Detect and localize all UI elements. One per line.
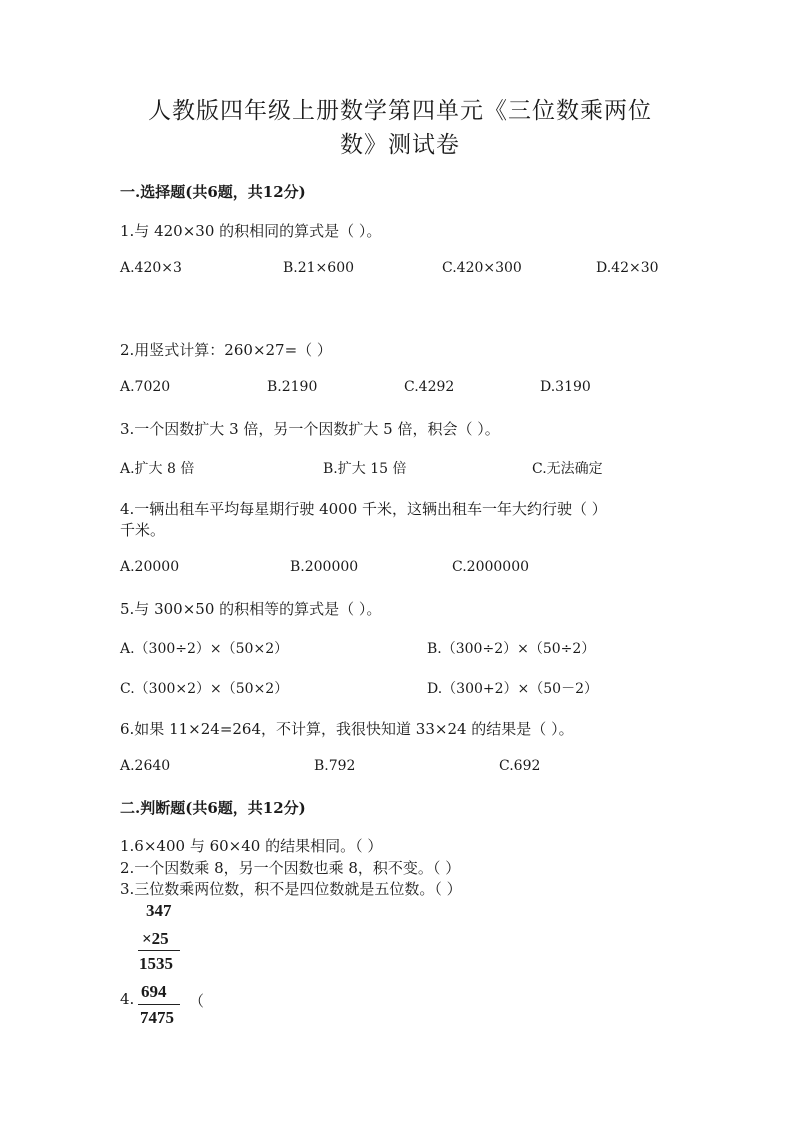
judgment-item-1: 1.6×400 与 60×40 的结果相同。（ ） [120, 837, 383, 855]
option-2a: A.7020 [120, 379, 171, 395]
page-title-line1: 人教版四年级上册数学第四单元《三位数乘两位 [148, 98, 652, 124]
option-5d: D.（300+2）×（50－2） [427, 681, 598, 697]
page-title-line2: 数》测试卷 [340, 132, 460, 158]
judgment-item-3: 3.三位数乘两位数，积不是四位数就是五位数。（ ） [120, 880, 462, 898]
question-2: 2.用竖式计算：260×27=（ ） [120, 341, 332, 359]
calc-multiplier: ×25 [142, 929, 169, 948]
calc-partial-2: 694 [141, 982, 167, 1001]
section-heading-judgment: 二.判断题(共6题，共12分) [120, 799, 306, 817]
option-5a: A.（300÷2）×（50×2） [120, 641, 289, 657]
option-6b: B.792 [314, 758, 356, 774]
calc-multiplicand: 347 [146, 901, 172, 920]
option-6a: A.2640 [120, 758, 171, 774]
option-2c: C.4292 [404, 379, 455, 395]
option-3b: B.扩大 15 倍 [323, 461, 407, 477]
option-4b: B.200000 [290, 559, 359, 575]
question-6: 6.如果 11×24=264，不计算，我很快知道 33×24 的结果是（ ）。 [120, 720, 574, 738]
judgment-item-2: 2.一个因数乘 8，另一个因数也乘 8，积不变。（ ） [120, 859, 461, 877]
option-5c: C.（300×2）×（50×2） [120, 681, 289, 697]
question-4-line2: 千米。 [120, 521, 166, 539]
option-2b: B.2190 [267, 379, 318, 395]
judgment-item-4-bracket: （ [189, 992, 205, 1010]
question-4-line1: 4.一辆出租车平均每星期行驶 4000 千米，这辆出租车一年大约行驶（ ） [120, 500, 607, 518]
calc-result: 7475 [140, 1008, 174, 1027]
question-3: 3.一个因数扩大 3 倍，另一个因数扩大 5 倍，积会（ ）。 [120, 420, 500, 438]
option-5b: B.（300÷2）×（50÷2） [427, 641, 596, 657]
option-1b: B.21×600 [283, 260, 355, 276]
option-1c: C.420×300 [442, 260, 522, 276]
option-1d: D.42×30 [596, 260, 659, 276]
question-1: 1.与 420×30 的积相同的算式是（ ）。 [120, 222, 382, 240]
calc-partial-1: 1535 [139, 954, 173, 973]
option-6c: C.692 [499, 758, 541, 774]
section-heading-choice: 一.选择题(共6题，共12分) [120, 183, 306, 201]
judgment-item-4-number: 4. [120, 990, 135, 1008]
option-3c: C.无法确定 [532, 461, 603, 477]
option-2d: D.3190 [540, 379, 591, 395]
option-4a: A.20000 [120, 559, 180, 575]
option-1a: A.420×3 [120, 260, 182, 276]
option-3a: A.扩大 8 倍 [120, 461, 195, 477]
calc-rule-1 [138, 950, 180, 951]
option-4c: C.2000000 [452, 559, 530, 575]
question-5: 5.与 300×50 的积相等的算式是（ ）。 [120, 600, 382, 618]
calc-rule-2 [138, 1004, 180, 1005]
